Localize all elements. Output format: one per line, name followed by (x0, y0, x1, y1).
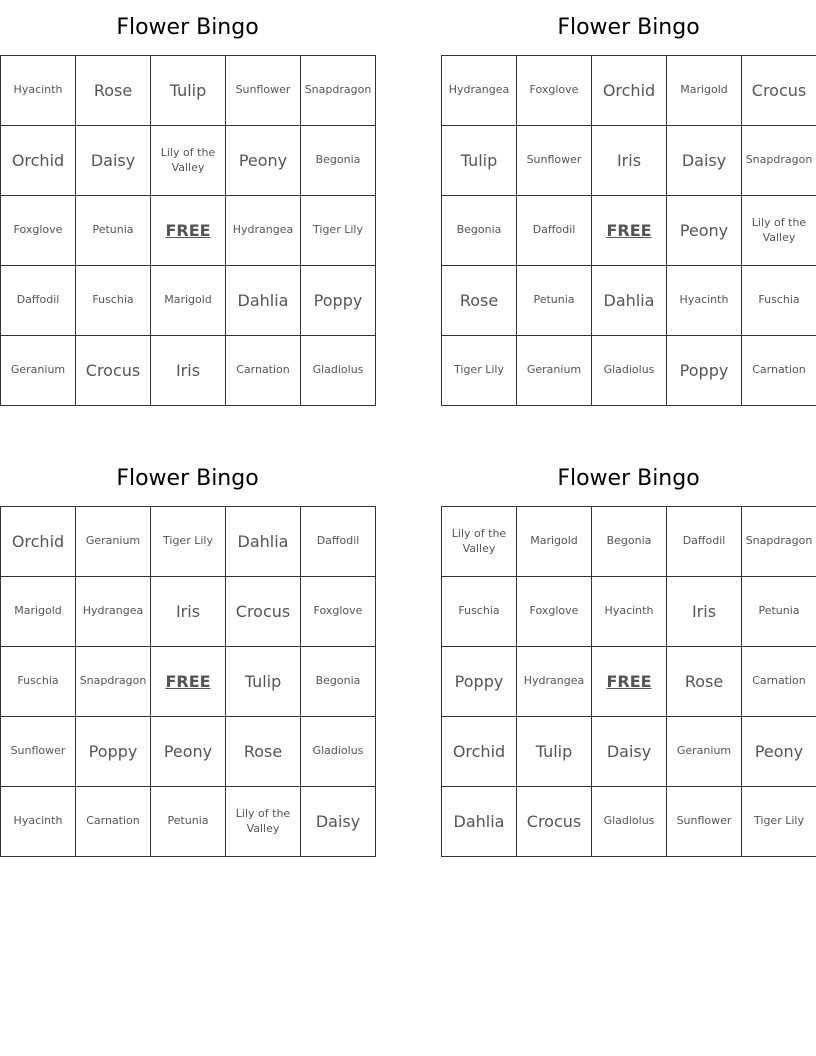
bingo-cell: Lily of the Valley (442, 507, 517, 577)
bingo-cell: Sunflower (517, 126, 592, 196)
bingo-cell: Carnation (226, 336, 301, 406)
bingo-cell: Lily of the Valley (742, 196, 816, 266)
bingo-cell: Tulip (517, 717, 592, 787)
bingo-cell: Carnation (742, 336, 816, 406)
bingo-cell: Fuschia (76, 266, 151, 336)
bingo-cell: Crocus (76, 336, 151, 406)
bingo-cell: Fuschia (742, 266, 816, 336)
bingo-row (442, 56, 816, 126)
bingo-row (1, 507, 376, 577)
bingo-row (442, 126, 816, 196)
bingo-cell: Poppy (667, 336, 742, 406)
bingo-cell: Geranium (517, 336, 592, 406)
bingo-cell: Fuschia (442, 577, 517, 647)
bingo-cell: Daffodil (517, 196, 592, 266)
bingo-cell: Tulip (442, 126, 517, 196)
bingo-cell: Tulip (226, 647, 301, 717)
bingo-cell: Petunia (742, 577, 816, 647)
bingo-cell: Daisy (667, 126, 742, 196)
bingo-cell: Petunia (151, 787, 226, 857)
bingo-cell: Dahlia (226, 266, 301, 336)
bingo-cell: Crocus (517, 787, 592, 857)
bingo-cell: Hydrangea (76, 577, 151, 647)
bingo-cell: Hyacinth (1, 787, 76, 857)
bingo-row (442, 717, 816, 787)
bingo-grid (441, 55, 816, 406)
bingo-cell: Marigold (517, 507, 592, 577)
bingo-cell: Iris (592, 126, 667, 196)
bingo-cell: Daisy (76, 126, 151, 196)
bingo-cell: Peony (151, 717, 226, 787)
bingo-cell: Snapdragon (76, 647, 151, 717)
bingo-cell: Petunia (517, 266, 592, 336)
bingo-cell: Snapdragon (742, 126, 816, 196)
bingo-row (1, 336, 376, 406)
bingo-cell: Daisy (592, 717, 667, 787)
bingo-cell: Hydrangea (226, 196, 301, 266)
bingo-cell: Geranium (667, 717, 742, 787)
bingo-cell: Orchid (1, 126, 76, 196)
bingo-cell: Hydrangea (517, 647, 592, 717)
bingo-cell: Begonia (442, 196, 517, 266)
bingo-cell: Hyacinth (592, 577, 667, 647)
bingo-cell: Dahlia (592, 266, 667, 336)
bingo-row (1, 56, 376, 126)
bingo-row (1, 266, 376, 336)
bingo-cell: Tiger Lily (742, 787, 816, 857)
bingo-cell: Sunflower (667, 787, 742, 857)
bingo-cell: Geranium (76, 507, 151, 577)
card-title: Flower Bingo (116, 15, 259, 40)
bingo-grid (441, 506, 816, 857)
bingo-cell: Gladiolus (592, 336, 667, 406)
bingo-row (1, 196, 376, 266)
free-space-cell: FREE (151, 196, 226, 266)
bingo-cell: Rose (667, 647, 742, 717)
card-title: Flower Bingo (557, 15, 700, 40)
bingo-cell: Marigold (667, 56, 742, 126)
bingo-cell: Tiger Lily (301, 196, 376, 266)
bingo-cell: Dahlia (442, 787, 517, 857)
bingo-grid (0, 506, 376, 857)
bingo-cell: Snapdragon (742, 507, 816, 577)
bingo-cell: Hydrangea (442, 56, 517, 126)
bingo-cell: Crocus (742, 56, 816, 126)
bingo-cell: Peony (742, 717, 816, 787)
bingo-cell: Begonia (592, 507, 667, 577)
bingo-cell: Begonia (301, 647, 376, 717)
card-title: Flower Bingo (557, 466, 700, 491)
bingo-cell: Foxglove (301, 577, 376, 647)
bingo-cell: Gladiolus (301, 336, 376, 406)
bingo-cell: Marigold (151, 266, 226, 336)
bingo-cell: Carnation (742, 647, 816, 717)
bingo-cell: Begonia (301, 126, 376, 196)
bingo-cell: Iris (667, 577, 742, 647)
bingo-cell: Daffodil (301, 507, 376, 577)
bingo-cell: Daisy (301, 787, 376, 857)
bingo-cell: Crocus (226, 577, 301, 647)
bingo-cell: Orchid (592, 56, 667, 126)
bingo-cell: Petunia (76, 196, 151, 266)
bingo-cell: Sunflower (226, 56, 301, 126)
bingo-cell: Rose (226, 717, 301, 787)
bingo-cell: Rose (76, 56, 151, 126)
bingo-cell: Peony (667, 196, 742, 266)
bingo-cell: Foxglove (517, 577, 592, 647)
bingo-row (442, 266, 816, 336)
bingo-cell: Dahlia (226, 507, 301, 577)
free-space-cell: FREE (592, 196, 667, 266)
bingo-row (442, 336, 816, 406)
bingo-row (442, 647, 816, 717)
bingo-row (1, 717, 376, 787)
bingo-cell: Marigold (1, 577, 76, 647)
bingo-cell: Fuschia (1, 647, 76, 717)
free-space-cell: FREE (592, 647, 667, 717)
bingo-cell: Poppy (301, 266, 376, 336)
bingo-cell: Poppy (442, 647, 517, 717)
bingo-row (442, 196, 816, 266)
bingo-grid (0, 55, 376, 406)
card-title: Flower Bingo (116, 466, 259, 491)
bingo-row (1, 577, 376, 647)
bingo-cell: Tiger Lily (442, 336, 517, 406)
bingo-cell: Hyacinth (1, 56, 76, 126)
bingo-row (1, 126, 376, 196)
bingo-row (1, 647, 376, 717)
bingo-row (442, 577, 816, 647)
bingo-cell: Daffodil (667, 507, 742, 577)
bingo-cell: Gladiolus (301, 717, 376, 787)
bingo-cell: Gladiolus (592, 787, 667, 857)
bingo-cell: Sunflower (1, 717, 76, 787)
bingo-cell: Foxglove (517, 56, 592, 126)
bingo-cell: Orchid (1, 507, 76, 577)
bingo-cell: Lily of the Valley (226, 787, 301, 857)
bingo-cell: Tulip (151, 56, 226, 126)
bingo-cell: Iris (151, 577, 226, 647)
bingo-cell: Snapdragon (301, 56, 376, 126)
bingo-cell: Iris (151, 336, 226, 406)
bingo-row (442, 507, 816, 577)
bingo-cell: Tiger Lily (151, 507, 226, 577)
bingo-row (442, 787, 816, 857)
bingo-cell: Hyacinth (667, 266, 742, 336)
bingo-cell: Carnation (76, 787, 151, 857)
bingo-cell: Daffodil (1, 266, 76, 336)
free-space-cell: FREE (151, 647, 226, 717)
bingo-cell: Rose (442, 266, 517, 336)
bingo-cell: Orchid (442, 717, 517, 787)
bingo-cell: Foxglove (1, 196, 76, 266)
bingo-row (1, 787, 376, 857)
bingo-cell: Geranium (1, 336, 76, 406)
bingo-cell: Poppy (76, 717, 151, 787)
bingo-cell: Lily of the Valley (151, 126, 226, 196)
bingo-cell: Peony (226, 126, 301, 196)
